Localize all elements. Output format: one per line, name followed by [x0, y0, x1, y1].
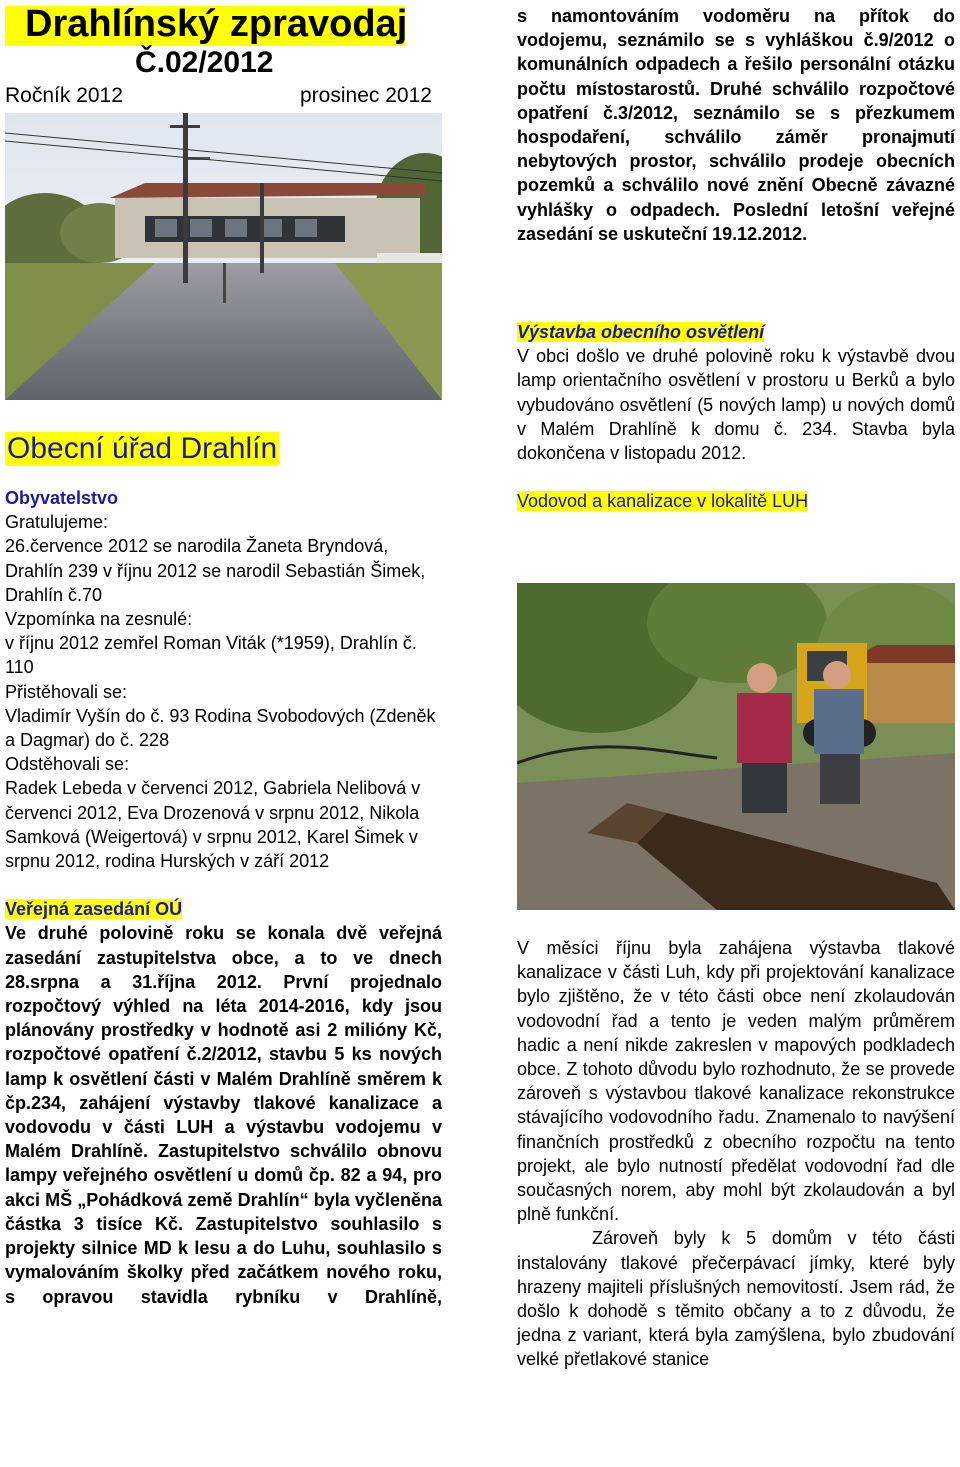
lighting-article	[517, 320, 955, 513]
population-heading: Obyvatelstvo	[5, 488, 119, 508]
issue-date: prosinec 2012	[300, 84, 432, 107]
moved-out-heading: Odstěhovali se:	[5, 754, 130, 775]
deaths-text: v říjnu 2012 zemřel Roman Viták (*1959), Drahlín č. 110	[5, 633, 417, 678]
village-street-photo	[5, 113, 442, 400]
moved-in-text: Vladimír Vyšín do č. 93 Rodina Svobodových (Zdeněk a Dagmar) do č. 228	[5, 705, 436, 751]
meetings-continuation-text: s namontováním vodoměru na přítok do vodojemu, seznámilo se s vyhláškou č.9/2012 o komunálních odpadech a řešilo personální otázku počtu místostarostů. Druhé schválilo rozpočtové opatření č.3/2012, seznámilo se s přezkumem hospodaření, schválilo záměr pronajmutí nebytových prostor, schválilo prodeje obecních pozemků a schválilo nové znění Obecně závazné vyhlášky o odpadech. Poslední letošní veřejné zasedání se uskuteční 19.12.2012.	[517, 6, 955, 244]
water-article	[517, 936, 955, 1372]
moved-out-text: Radek Lebeda v červenci 2012, Gabriela Nelibová v červenci 2012, Eva Drozenová v srpnu 2012, Nikola Samková (Weigertová) v srpnu 2012, Karel Šimek v srpnu 2012, rodina Hurských v září 2012	[5, 778, 421, 872]
moved-in-heading: Přistěhovali se:	[5, 681, 128, 702]
construction-trench-photo	[517, 583, 955, 910]
births-text: 26.července 2012 se narodila Žaneta Bryndová, Drahlín 239 v říjnu 2012 se narodil Sebastián Šimek, Drahlín č.70	[5, 536, 426, 605]
left-column	[5, 486, 442, 1309]
water-body-1: V měsíci říjnu byla zahájena výstavba tlakové kanalizace v části Luh, kdy při projektování kanalizace bylo zjištěno, že v této části obce není zkolaudován vodovodní řad a tento je veden malým průměrem hadic a není nikde zakreslen v mapových podkladech obce. Z tohoto důvodu bylo rozhodnuto, že se provede zároveň s výstavbou tlakové kanalizace rekonstrukce stávajícího vodovodního řadu. Znamenalo to navýšení finančních prostředků z obecního rozpočtu na tento projekt, ale bylo nutností předělat vodovodní řad dle současných norem, aby mohl být zkolaudován a byl plně funkční.	[517, 938, 955, 1225]
congrats-heading: Gratulujeme:	[5, 512, 109, 533]
newsletter-title: Drahlínský zpravodaj	[25, 3, 408, 45]
meetings-heading: Veřejná zasedání OÚ	[5, 899, 183, 920]
meetings-body: Ve druhé polovině roku se konala dvě veřejná zasedání zastupitelstva obce, a to ve dnech 28.srpna a 31.října 2012. První projednalo rozpočtový výhled na léta 2014-2016, kdy jsou plánovány prostředky v hodnotě asi 2 milióny Kč, rozpočtové opatření č.2/2012, stavbu 5 ks nových lamp k osvětlení části v Malém Drahlíně směrem k čp.234, zahájení výstavby tlakové kanalizace a vodovodu v části LUH a výstavbu vodojemu v Malém Drahlíně. Zastupitelstvo schválilo obnovu lampy veřejného osvětlení u domů čp. 82 a 94, pro akci MŠ „Pohádková země Drahlín“ byla vyčleněna částka 3 tisíce Kč. Zastupitelstvo souhlasilo s projekty silnice MD k lesu a do Luhu, souhlasilo s vymalováním školky před začátkem nového roku, s opravou stavidla rybníku v Drahlíně,	[5, 923, 442, 1307]
lighting-body: V obci došlo ve druhé polovině roku k výstavbě dvou lamp orientačního osvětlení v prostoru u Berků a bylo vybudováno osvětlení (5 nových lamp) u nových domů v Malém Drahlíně k domu č. 234. Stavba byla dokončena v listopadu 2012.	[517, 346, 955, 464]
meetings-continuation	[517, 4, 955, 246]
volume-label: Ročník 2012	[5, 84, 123, 107]
water-body-2: Zároveň byly k 5 domům v této části instalovány tlakové přečerpávací jímky, které byly hrazeny majiteli příslušných nemovitostí. Jsem rád, že došlo k dohodě s těmito občany a to z důvodu, že jedna z variant, která byla zamýšlena, bylo zbudování velké přetlakové stanice	[517, 1228, 955, 1370]
memory-heading: Vzpomínka na zesnulé:	[5, 609, 193, 630]
issue-number: Č.02/2012	[135, 46, 274, 79]
water-heading: Vodovod a kanalizace v lokalitě LUH	[517, 491, 809, 512]
section-title: Obecní úřad Drahlín	[7, 432, 278, 465]
lighting-heading: Výstavba obecního osvětlení	[517, 322, 765, 342]
